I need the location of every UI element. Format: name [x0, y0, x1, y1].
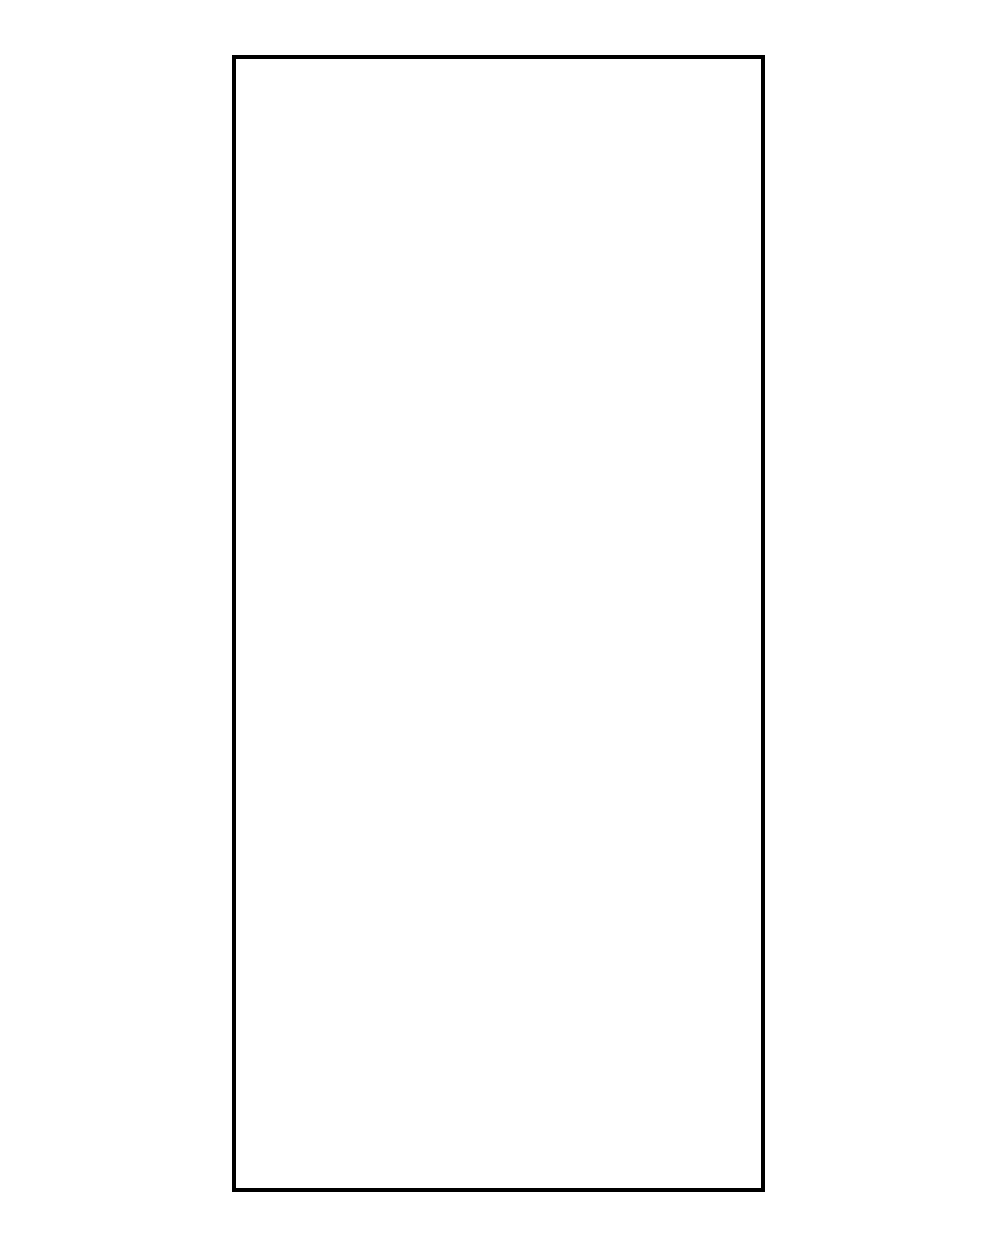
supplement-facts-panel [232, 55, 765, 1192]
label-title [244, 63, 660, 149]
